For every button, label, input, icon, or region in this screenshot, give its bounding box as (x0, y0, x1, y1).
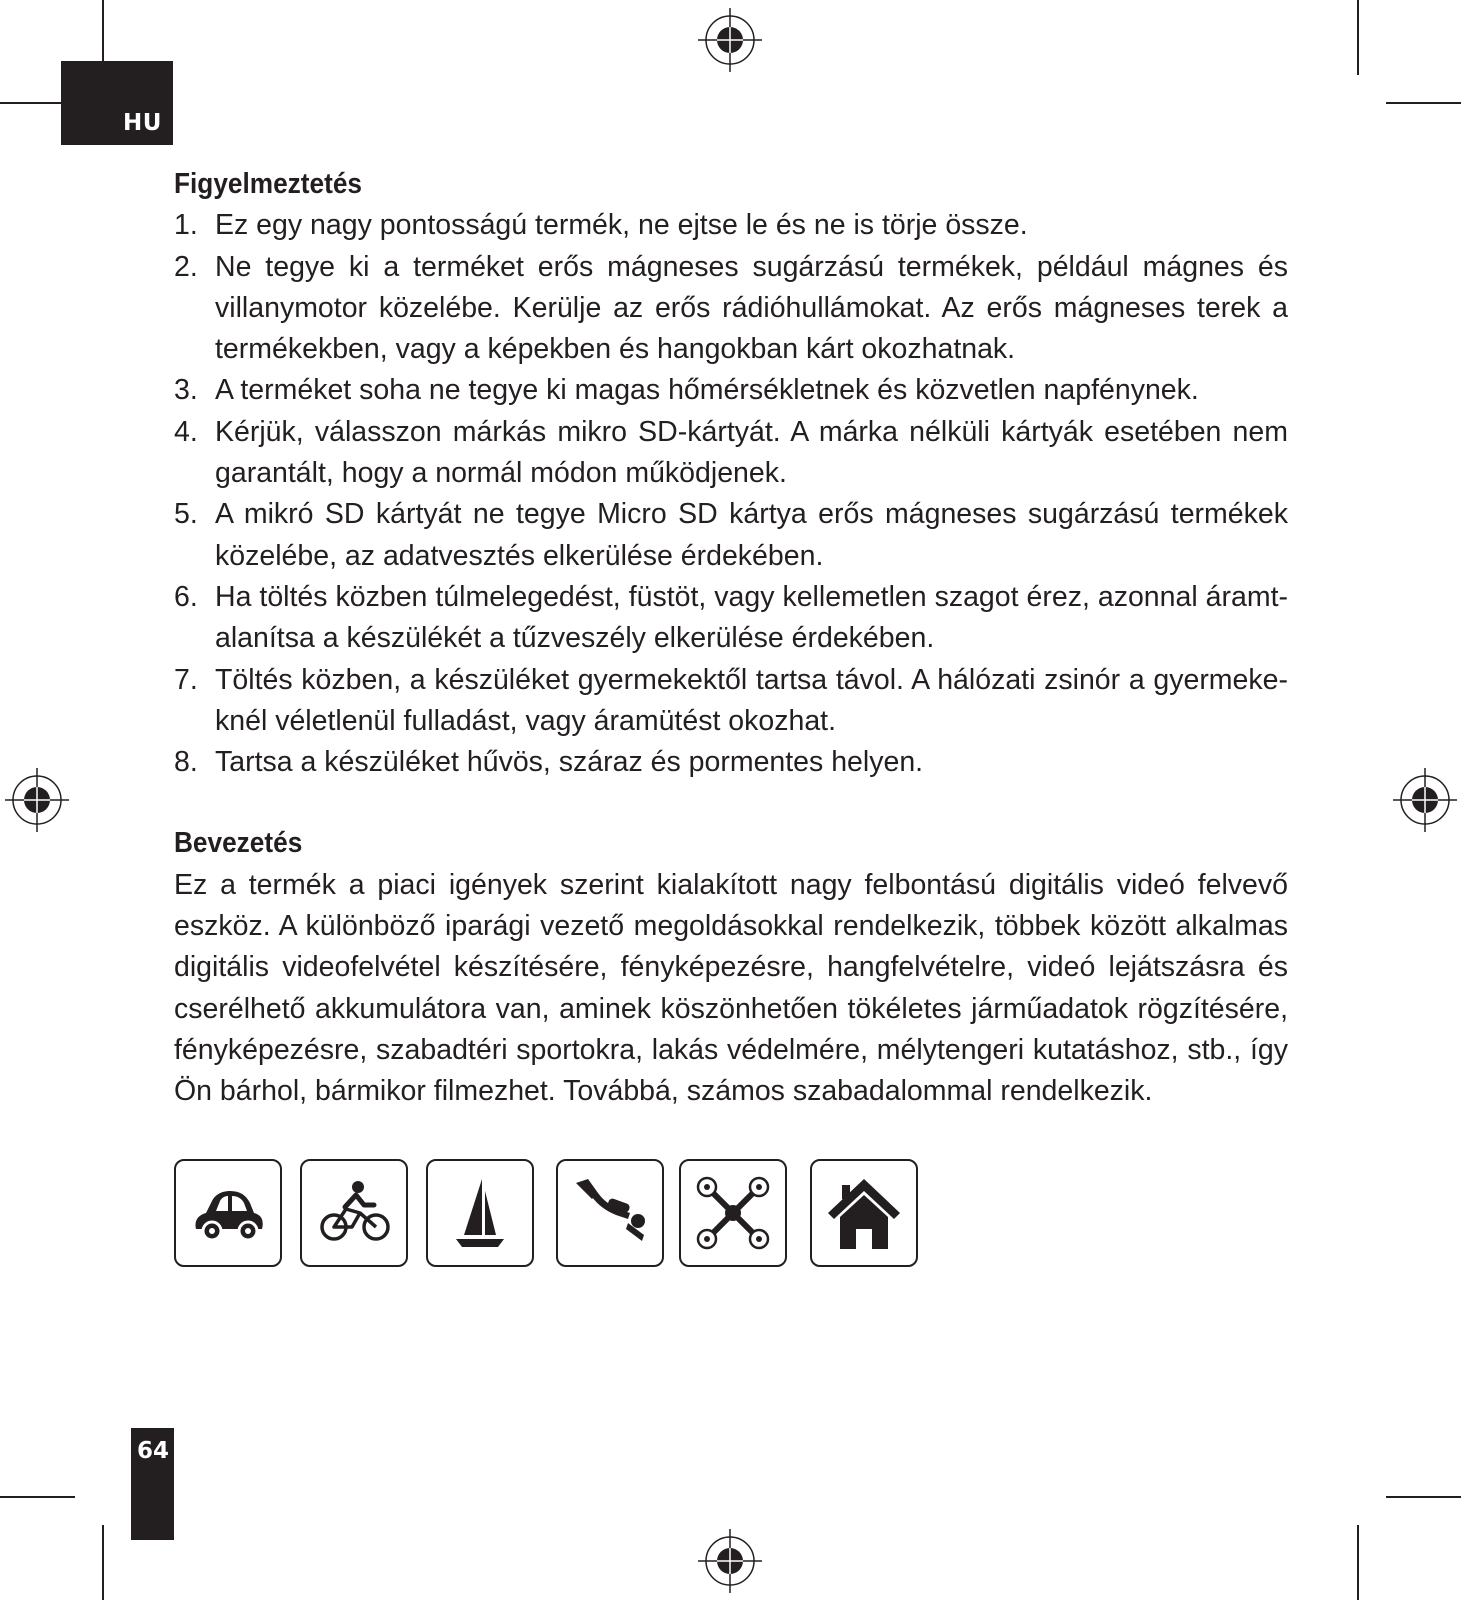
drone-icon (679, 1159, 787, 1267)
list-item: 6. Ha töltés közben túlmelegedést, füstöt, vagy kellemetlen szagot érez, azonnal áramt-alanítsa a készülékét a tűzveszély elkerülése érdekében. (174, 580, 1288, 655)
home-icon (810, 1159, 918, 1267)
list-item: 2. Ne tegye ki a terméket erős mágneses sugárzású termékek, például mágnes és villanymotor közelébe. Kerülje az erős rádióhullámokat. Az erős mágneses terek a termékekben, vagy a képekben és hangokban kárt okozhatnak. (174, 250, 1288, 366)
page-content (174, 164, 1288, 1113)
crop-mark (102, 1525, 104, 1600)
registration-mark-icon (5, 768, 69, 832)
list-item: 1. Ez egy nagy pontosságú termék, ne ejtse le és ne is törje össze. (174, 209, 1028, 242)
diver-icon (556, 1159, 664, 1267)
crop-mark (1386, 102, 1461, 104)
car-icon (174, 1159, 282, 1267)
warning-heading: Figyelmeztetés (174, 168, 362, 200)
list-item: 3. A terméket soha ne tegye ki magas hőmérsékletnek és közvetlen napfénynek. (174, 374, 1199, 407)
page-number: 64 (137, 1438, 170, 1464)
intro-heading: Bevezetés (174, 827, 303, 860)
crop-mark (1386, 1496, 1461, 1498)
warning-list (174, 205, 1288, 783)
list-item: 4. Kérjük, válasszon márkás mikro SD-kártyát. A márka nélküli kártyák esetében nem garantált, hogy a normál módon működjenek. (174, 415, 1288, 490)
cyclist-icon (300, 1159, 408, 1267)
crop-mark (0, 1496, 75, 1498)
registration-mark-icon (698, 8, 762, 72)
usage-icons-row (0, 1159, 1461, 1271)
registration-mark-icon (698, 1529, 762, 1593)
crop-mark (1357, 0, 1359, 75)
crop-mark (1357, 1525, 1359, 1600)
section-spacer (174, 783, 1288, 823)
list-item: 7. Töltés közben, a készüléket gyermekektől tartsa távol. A hálózati zsinór a gyermeke-knél véletlenül fulladást, vagy áramütést okozhat. (174, 663, 1288, 737)
page-number-tab (131, 1428, 174, 1540)
language-label: HU (123, 110, 162, 136)
sailboat-icon (426, 1159, 534, 1267)
language-tab (61, 61, 173, 145)
intro-paragraph: Ez a termék a piaci igények szerint kialakított nagy felbontású digitális videó felvevő eszköz. A különböző iparági vezető megoldásokkal rendelkezik, többek között alkalmas digitális videofelvétel készítésére, fényképezésre, hangfelvételre, videó lejátszásra és cserélhető akkumulátora van, aminek köszönhetően tökéletes járműadatok rögzítésére, fényképezésre, szabadtéri sportokra, lakás védelmére, mélytengeri kutatáshoz, stb., így Ön bárhol, bármikor filmezhet. Továbbá, számos szabadalommal rendelkezik. (174, 868, 1288, 1108)
registration-mark-icon (1393, 768, 1457, 832)
list-item: 8. Tartsa a készüléket hűvös, száraz és pormentes helyen. (174, 746, 924, 779)
list-item: 5. A mikró SD kártyát ne tegye Micro SD kártya erős mágneses sugárzású termékek közelébe, az adatvesztés elkerülése érdekében. (174, 498, 1288, 572)
